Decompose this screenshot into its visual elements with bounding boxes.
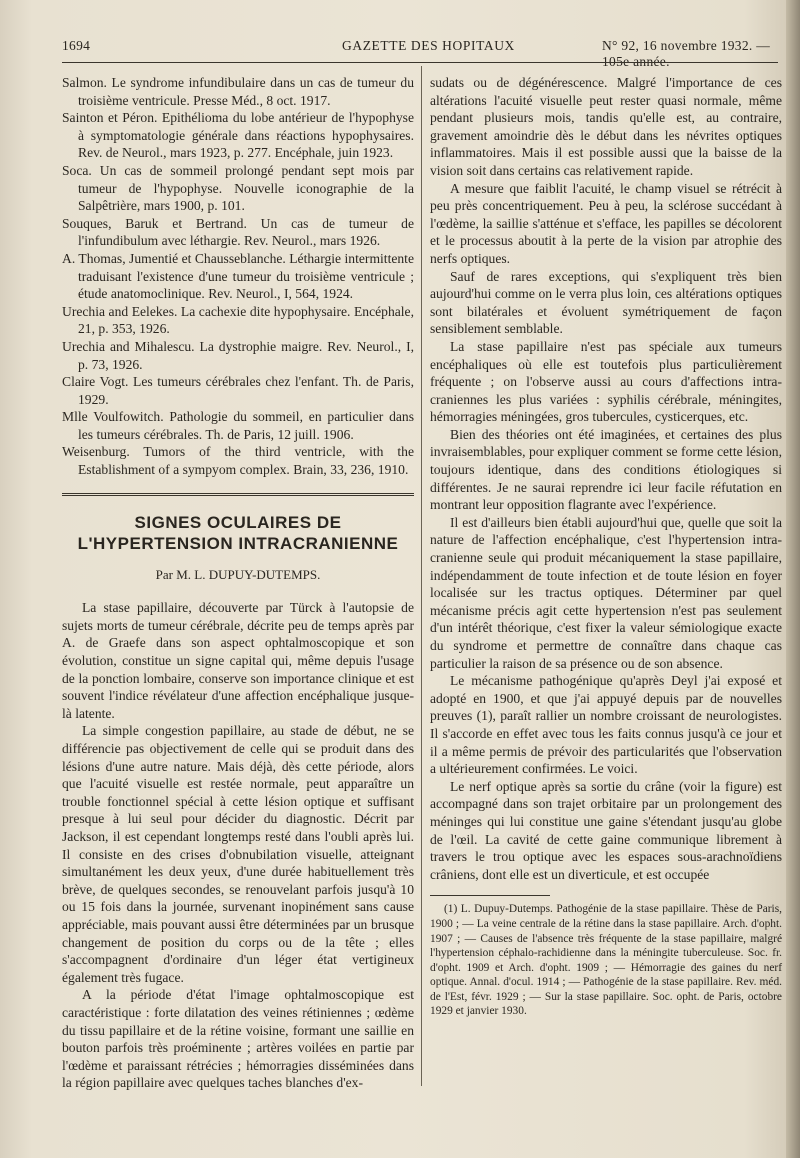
reference-item: Souques, Baruk et Bertrand. Un cas de tumeur de l'infundibulum avec léthargie. Rev. Neurol., mars 1926.: [62, 215, 414, 249]
footnote-rule: [430, 895, 550, 896]
column-divider: [421, 66, 422, 1086]
body-paragraph: La simple congestion papillaire, au stade de début, ne se différencie pas objectivement de celle qui se produit dans des lésions d'une autre nature. Mais déjà, dès cette période, alors que l'acuité visuelle est restée normale, peut apparaître un trouble fonctionnel spécial à cette lésion optique et suffisant presque à lui seul pour décider du diagnostic. Décrit par Jackson, il est cependant longtemps resté dans l'oubli après lui. Il consiste en des crises d'obnubilation visuelle, atteignant simultanément les deux yeux, d'une durée habituellement très brève, de quelques secondes, se renouvelant parfois jusqu'à 10 ou 15 fois dans la journée, survenant inopinément sans cause appréciable, mais pouvant aussi être déterminées par un brusque changement de position du corps ou de la tête ; elles s'accompagnent d'ordinaire d'un léger état vertigineux également très fugace.: [62, 723, 414, 985]
reference-item: Claire Vogt. Les tumeurs cérébrales chez l'enfant. Th. de Paris, 1929.: [62, 374, 414, 407]
body-paragraph: La stase papillaire n'est pas spéciale aux tumeurs encéphaliques où elle est toutefois plus particulièrement fréquente ; on l'observe aussi au cours d'affections intra-craniennes les plus variées : syphilis cérébrale, méningites, hémorragies méningées, gros tubercules, cysticerques, etc.: [430, 338, 782, 425]
article-author: Par M. L. DUPUY-DUTEMPS.: [155, 566, 321, 582]
issue-date: N° 92, 16 novembre 1932. — 105e année.: [602, 38, 771, 69]
journal-title: GAZETTE DES HOPITAUX: [342, 38, 515, 53]
reference-item: Urechia and Eelekes. La cachexie dite hypophysaire. Encéphale, 21, p. 353, 1926.: [62, 303, 414, 337]
reference-item: A. Thomas, Jumentié et Chausseblanche. Léthargie intermittente traduisant l'existence d'une tumeur du troisième ventricule ; étude anatomoclinique. Rev. Neurol., I, 564, 1924.: [62, 250, 414, 302]
right-column: [430, 74, 782, 1019]
reference-item: Sainton et Péron. Epithélioma du lobe antérieur de l'hypophyse à symptomatologie générale dans réactions hypophysaires. Rev. de Neurol., mars 1923, p. 277. Encéphale, juin 1923.: [62, 110, 414, 161]
body-paragraph: La stase papillaire, découverte par Türck à l'autopsie de sujets morts de tumeur cérébrale, décrite peu de temps après par A. de Graefe dans son aspect ophtalmoscopique et son évolution, constitue un signe capital qui, même depuis l'usage de la ponction lombaire, conserve son importance clinique et est souvent l'indice révélateur d'une affection encéphalique jusque-là latente.: [62, 600, 414, 721]
body-paragraph: Le nerf optique après sa sortie du crâne (voir la figure) est accompagné dans son trajet orbitaire par un prolongement des méninges qui lui constitue une gaine s'étendant jusqu'au globe de l'œil. La cavité de cette gaine communique librement à travers le trou optique avec les espaces sous-arachnoïdiens crâniens, dont elle est un diverticule, et est occupée: [430, 778, 782, 882]
body-paragraph: A mesure que faiblit l'acuité, le champ visuel se rétrécit à peu près concentriquement. Peu à peu, la sclérose succédant à l'œdème, la saillie s'atténue et s'efface, les papilles se décolorent et le processus aboutit à la perte de la vision par atrophie des nerfs optiques.: [430, 180, 782, 266]
body-paragraph: Sauf de rares exceptions, qui s'expliquent très bien aujourd'hui comme on le verra plus loin, ces altérations optiques sont bilatérales et évoluent symétriquement de façon sensiblement semblable.: [430, 268, 782, 337]
reference-list: [62, 74, 414, 479]
reference-item: Soca. Un cas de sommeil prolongé pendant sept mois par tumeur de l'hypophyse. Nouvelle iconographie de la Salpêtrière, mars 1900, p. 101.: [62, 162, 414, 214]
section-separator: [62, 493, 414, 496]
page-header: [62, 38, 782, 69]
footnote: (1) L. Dupuy-Dutemps. Pathogénie de la stase papillaire. Thèse de Paris, 1900 ; — La veine centrale de la rétine dans la stase papillaire. Arch. d'opht. 1907 ; — Causes de l'absence très fréquente de la stase papillaire, malgré l'hypertension céphalo-rachidienne dans la méningite tuberculeuse. Soc. fr. d'opht. 1909 et Arch. d'opht. 1909 ; — Hémorragie des gaines du nerf optique. Annal. d'ocul. 1914 ; — Pathogénie de la stase papillaire. Rev. méd. de l'Est, févr. 1929 ; — Sur la stase papillaire. Soc. opht. de Paris, octobre 1929 et janvier 1930.: [430, 903, 782, 1018]
reference-item: Weisenburg. Tumors of the third ventricle, with the Establishment of a sympyom complex. Brain, 33, 236, 1910.: [62, 444, 414, 478]
reference-item: Urechia and Mihalescu. La dystrophie maigre. Rev. Neurol., I, p. 73, 1926.: [62, 338, 414, 372]
reference-item: Mlle Voulfowitch. Pathologie du sommeil, en particulier dans les tumeurs cérébrales. Th. de Paris, 12 juill. 1906.: [62, 409, 414, 442]
body-paragraph: sudats ou de dégénérescence. Malgré l'importance de ces altérations l'acuité visuelle peut rester quasi normale, même pendant plusieurs mois, tandis qu'elle est, au contraire, gravement amoindrie dès le début dans les névrites optiques inflammatoires. Mais il est possible aussi que la baisse de la vision soit dans certains cas relativement rapide.: [430, 75, 782, 178]
article-title: SIGNES OCULAIRES DE L'HYPERTENSION INTRACRANIENNE: [77, 512, 399, 553]
body-paragraph: Le mécanisme pathogénique qu'après Deyl j'ai exposé et adopté en 1900, et que j'ai appuyé depuis par de nouvelles preuves (1), paraît rallier un nombre croissant de neurologistes. Il s'accorde en effet avec tous les faits connus jusqu'à ce jour et il a même permis de prévoir des particularités que l'observation a ultérieurement confirmées. Le voici.: [430, 673, 782, 777]
body-paragraph: Bien des théories ont été imaginées, et certaines des plus invraisemblables, pour expliquer comment se forme cette lésion, toujours identique, dans des conditions étiologiques si différentes. Je ne saurai reprendre ici leur facile réfutation en montrant leur opposition flagrante avec l'expérience.: [430, 426, 782, 513]
body-paragraph: A la période d'état l'image ophtalmoscopique est caractéristique : forte dilatation des veines rétiniennes ; œdème du tissu papillaire et de la rétine voisine, formant une saillie en bouton parfois très proéminente ; artères voilées en partie par l'œdème et paraissant rétrécies ; hémorragies disséminées dans la région papillaire avec quelques taches blanches d'ex-: [62, 987, 414, 1091]
body-paragraph: Il est d'ailleurs bien établi aujourd'hui que, quelle que soit la nature de l'affection encéphalique, c'est l'hypertension intra-cranienne seule qui produit mécaniquement la stase papillaire, indépendamment de toute infection et de toute lésion en foyer localisée sur les tractus optiques. Déterminer par quel mécanisme précis agit cette hypertension n'est pas seulement d'un intérêt théorique, c'est fixer la valeur sémiologique exacte du syndrome et permettre de connaître dans chaque cas particulier la raison de sa présence ou de son absence.: [430, 514, 782, 671]
page-number: 1694: [62, 38, 91, 53]
page-spine-shadow: [786, 0, 800, 1158]
header-rule: [62, 62, 778, 63]
reference-item: Salmon. Le syndrome infundibulaire dans un cas de tumeur du troisième ventricule. Presse Méd., 8 oct. 1917.: [62, 75, 414, 108]
left-column: [62, 74, 414, 1092]
